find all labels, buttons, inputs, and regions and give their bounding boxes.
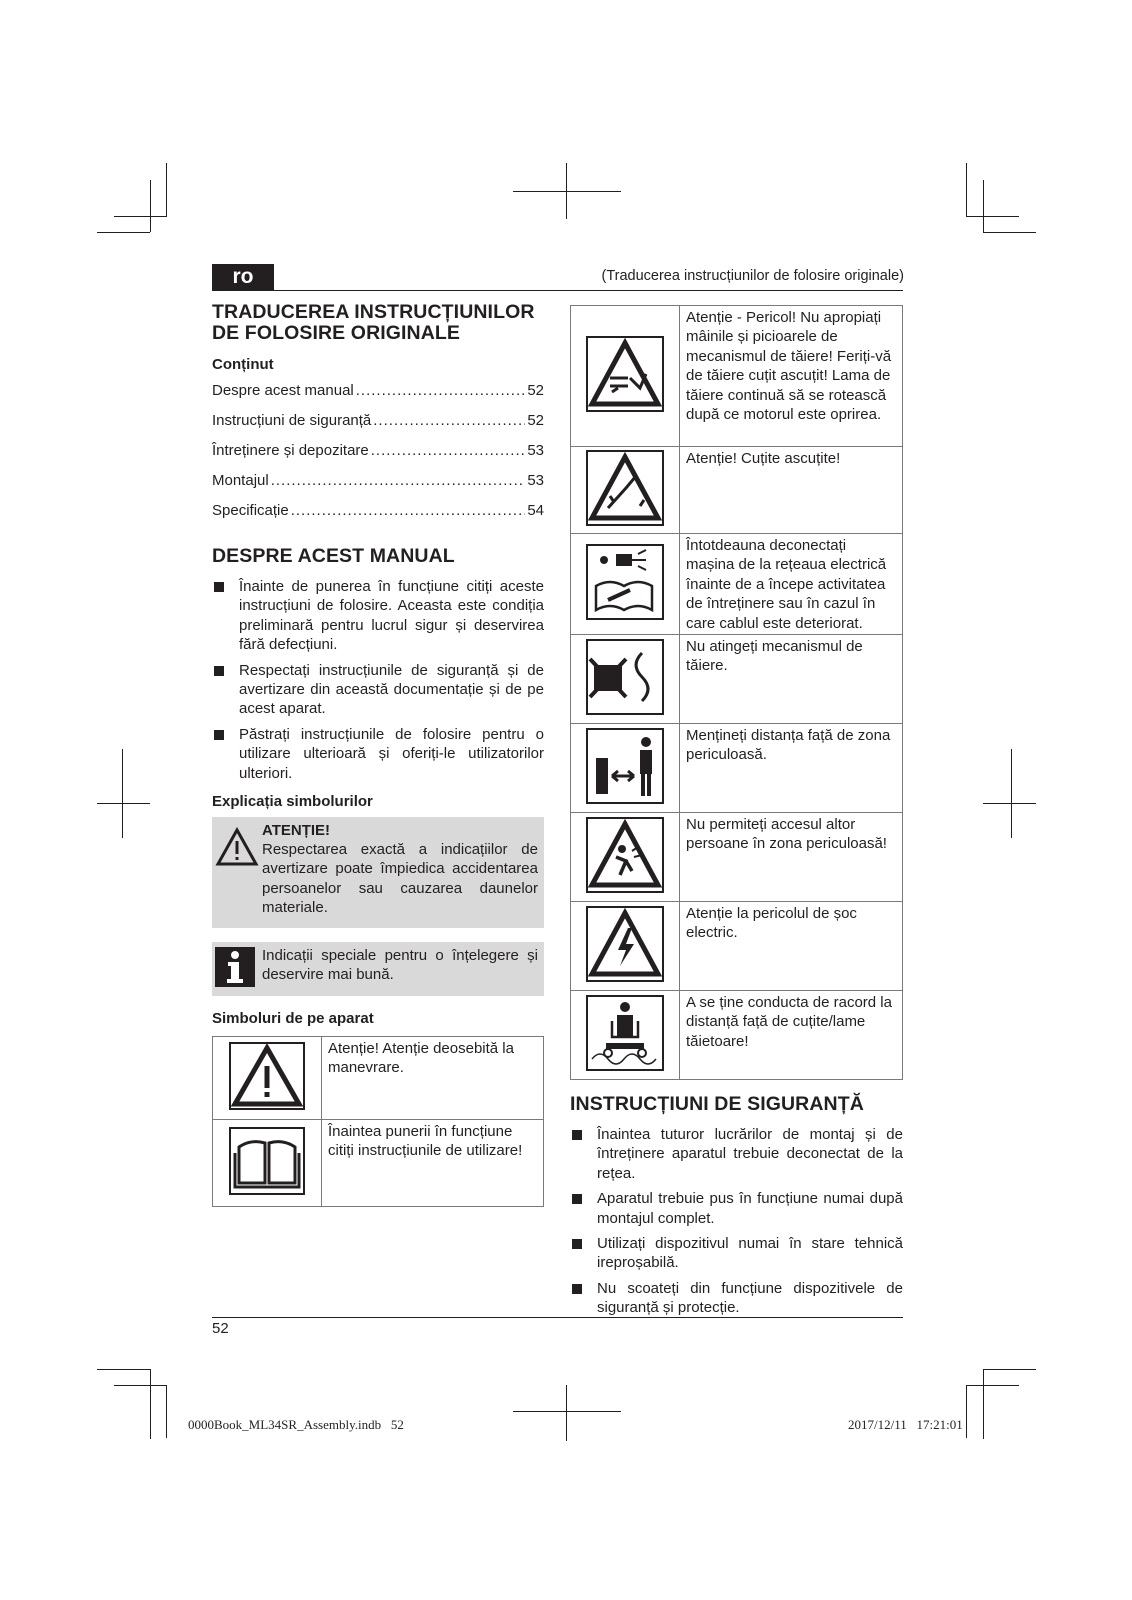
blade-hand-foot-icon bbox=[586, 336, 664, 417]
print-slug-date: 2017/12/11 17:21:01 bbox=[848, 1417, 963, 1432]
table-row bbox=[571, 724, 903, 813]
info-notice bbox=[212, 942, 544, 996]
warning-text: Respectarea exactă a indicațiilor de avertizare poate împiedica accidentarea persoanelor sau cauzarea daunelor materiale. bbox=[262, 841, 538, 917]
warning-notice bbox=[212, 817, 544, 928]
symbol-description: A se ține conducta de racord la distanță față de cuțite/lame tăietoare! bbox=[680, 991, 903, 1080]
header-rule bbox=[212, 290, 903, 291]
symbol-description: Atenție la pericolul de șoc electric. bbox=[680, 902, 903, 991]
list-item: Utilizați dispozitivul numai în stare tehnică ireproșabilă. bbox=[570, 1234, 903, 1273]
table-of-contents bbox=[212, 382, 544, 532]
symbol-description: Înaintea punerii în funcțiune citiți instrucțiunile de utilizare! bbox=[322, 1120, 544, 1207]
about-bullets bbox=[212, 577, 544, 783]
symbol-description: Mențineți distanța față de zona periculoasă. bbox=[680, 724, 903, 813]
info-icon bbox=[212, 946, 262, 992]
warning-title: ATENȚIE! bbox=[262, 822, 331, 840]
symbol-description: Atenție! Cuțite ascuțite! bbox=[680, 447, 903, 534]
hazard-symbols-table bbox=[570, 305, 903, 1080]
keep-distance-icon bbox=[586, 728, 664, 809]
table-row bbox=[571, 534, 903, 635]
toc-entry[interactable]: Instrucțiuni de siguranță ..... 52 bbox=[212, 412, 544, 442]
footer-rule bbox=[212, 1317, 903, 1318]
cable-away-icon bbox=[586, 995, 664, 1076]
table-row bbox=[571, 306, 903, 447]
toc-entry[interactable]: Despre acest manual ..... 52 bbox=[212, 382, 544, 412]
print-slug-file: 0000Book_ML34SR_Assembly.indb 52 bbox=[188, 1417, 404, 1432]
electric-shock-icon bbox=[586, 906, 664, 987]
unplug-maintenance-icon bbox=[586, 544, 664, 625]
list-item: Respectați instrucțiunile de siguranță și de avertizare din această documentație și de pe acest aparat. bbox=[212, 661, 544, 719]
toc-entry[interactable]: Montajul ..... 53 bbox=[212, 472, 544, 502]
language-tab: ro bbox=[212, 264, 274, 290]
symbol-description: Atenție - Pericol! Nu apropiați mâinile și picioarele de mecanismul de tăiere! Feriți-vă de tăiere cuțit ascuțit! Lama de tăiere continuă să se rotească după ce motorul este oprirea. bbox=[680, 306, 903, 447]
symbol-description: Întotdeauna deconectați mașina de la rețeaua electrică înainte de a începe activitatea de întreținere sau în cazul în care cablul este deteriorat. bbox=[680, 534, 903, 635]
device-symbols-table bbox=[212, 1036, 544, 1207]
left-column bbox=[212, 302, 544, 1207]
section-heading-safety: INSTRUCȚIUNI DE SIGURANȚĂ bbox=[570, 1093, 864, 1115]
main-title: TRADUCEREA INSTRUCȚIUNILOR DE FOLOSIRE ORIGINALE bbox=[212, 301, 535, 344]
warning-triangle-icon bbox=[229, 1042, 305, 1115]
safety-bullets bbox=[570, 1125, 903, 1318]
symbol-description: Atenție! Atenție deosebită la manevrare. bbox=[322, 1037, 544, 1120]
list-item: Nu scoateți din funcțiune dispozitivele de siguranță și protecție. bbox=[570, 1279, 903, 1318]
toc-heading: Conținut bbox=[212, 356, 274, 373]
table-row bbox=[571, 447, 903, 534]
table-row bbox=[571, 902, 903, 991]
no-touch-blade-icon bbox=[586, 639, 664, 720]
right-column bbox=[570, 305, 903, 1324]
toc-entry[interactable]: Specificație ..... 54 bbox=[212, 502, 544, 532]
sharp-blades-icon bbox=[586, 450, 664, 531]
table-row bbox=[213, 1037, 544, 1120]
table-row bbox=[571, 635, 903, 724]
device-symbols-heading: Simboluri de pe aparat bbox=[212, 1010, 374, 1028]
symbol-description: Nu atingeți mecanismul de tăiere. bbox=[680, 635, 903, 724]
info-text: Indicații speciale pentru o înțelegere și deservire mai bună. bbox=[262, 947, 538, 984]
toc-entry[interactable]: Întreținere și depozitare ..... 53 bbox=[212, 442, 544, 472]
page-number: 52 bbox=[212, 1320, 229, 1337]
list-item: Păstrați instrucțiunile de folosire pentru o utilizare ulterioară și oferiți-le utilizatorilor ulteriori. bbox=[212, 725, 544, 783]
list-item: Înaintea tuturor lucrărilor de montaj și de întreținere aparatul trebuie deconectat de la rețea. bbox=[570, 1125, 903, 1183]
no-bystanders-icon bbox=[586, 817, 664, 898]
list-item: Înainte de punerea în funcțiune citiți aceste instrucțiuni de folosire. Aceasta este condiția preliminară pentru lucrul sigur și deservirea fără defecțiuni. bbox=[212, 577, 544, 655]
table-row bbox=[213, 1120, 544, 1207]
table-row bbox=[571, 813, 903, 902]
read-manual-icon bbox=[229, 1127, 305, 1200]
symbols-explanation-heading: Explicația simbolurilor bbox=[212, 793, 373, 811]
section-heading-about: DESPRE ACEST MANUAL bbox=[212, 545, 455, 567]
running-title: (Traducerea instrucțiunilor de folosire originale) bbox=[601, 268, 904, 284]
list-item: Aparatul trebuie pus în funcțiune numai după montajul complet. bbox=[570, 1189, 903, 1228]
symbol-description: Nu permiteți accesul altor persoane în zona periculoasă! bbox=[680, 813, 903, 902]
table-row bbox=[571, 991, 903, 1080]
warning-triangle-icon bbox=[212, 821, 262, 924]
